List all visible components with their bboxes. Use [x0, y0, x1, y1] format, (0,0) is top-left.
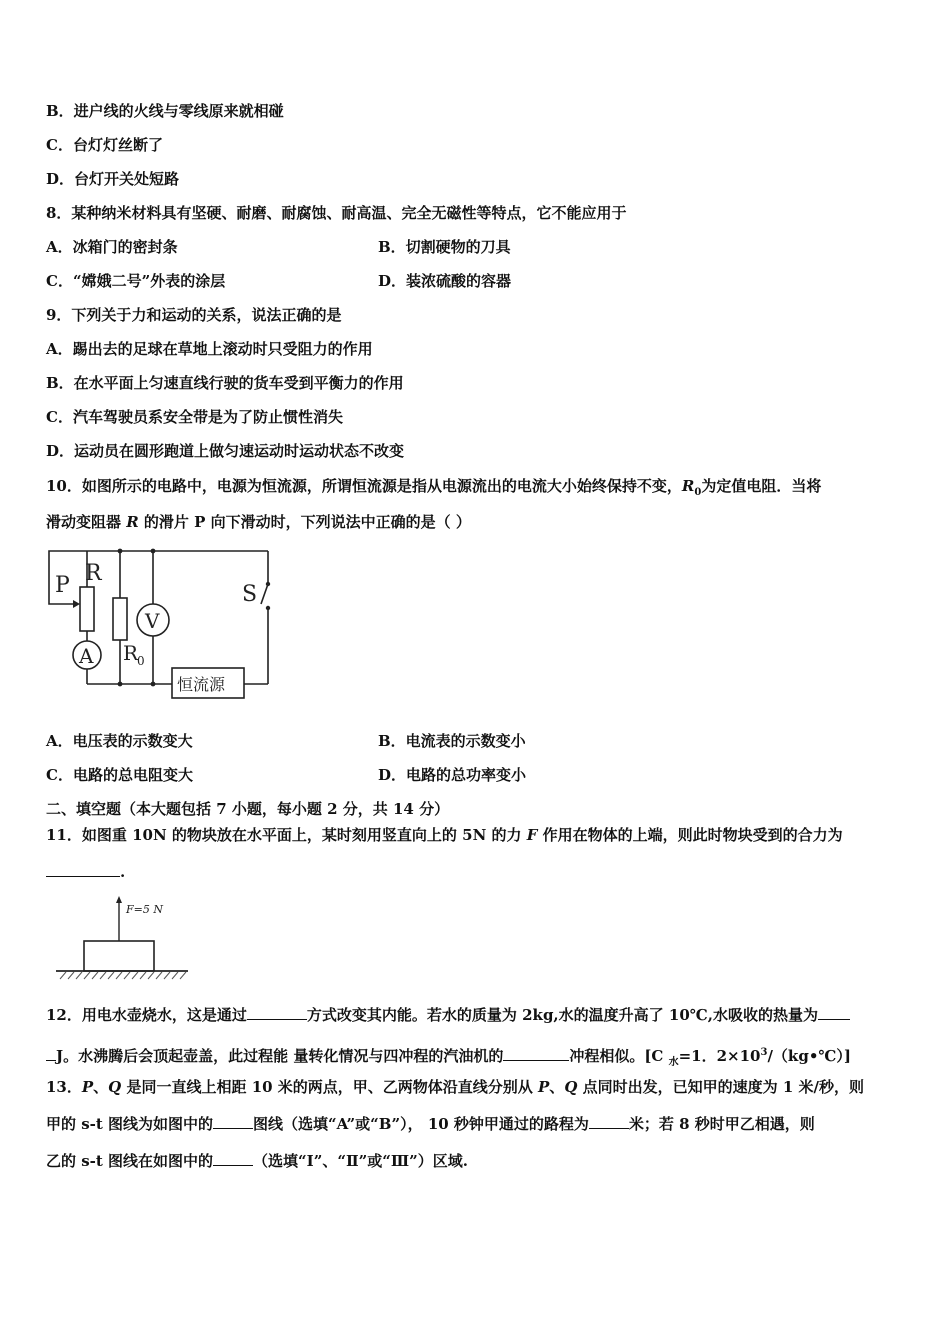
answer-blank[interactable] — [46, 1046, 56, 1061]
q10-option-b: B．电流表的示数变小 — [378, 732, 526, 750]
q12-part: 冲程相似。[C — [569, 1047, 669, 1065]
q13-part: 乙的 s-t 图线在如图中的 — [46, 1152, 214, 1170]
q11-answer-line — [46, 862, 125, 882]
q9-option-a: A．踢出去的足球在草地上滚动时只受阻力的作用 — [46, 340, 373, 358]
force-label: F=5 N — [126, 903, 163, 916]
q12-part: /（kg•℃）] — [767, 1047, 851, 1065]
r0-symbol: R — [681, 477, 695, 495]
q13-part: 是同一直线上相距 10 米的两点，甲、乙两物体沿直线分别从 — [121, 1078, 539, 1096]
q13-line1 — [46, 1077, 864, 1097]
q9-option-c: C．汽车驾驶员系安全带是为了防止惯性消失 — [46, 408, 343, 426]
q13-part: 点同时出发，已知甲的速度为 1 米/秒，则 — [577, 1078, 864, 1096]
label-p: P — [55, 573, 70, 598]
q12-line1 — [46, 1005, 850, 1025]
circuit-diagram — [40, 542, 280, 702]
q8-option-b: B．切割硬物的刀具 — [378, 238, 511, 256]
q13-part: 13． — [46, 1078, 82, 1096]
point-p: P — [81, 1078, 94, 1096]
q13-part: 米；若 8 秒时甲乙相遇，则 — [628, 1115, 815, 1133]
label-a: A — [79, 644, 94, 668]
q12-part: 方式改变其内能。若水的质量为 2kg,水的温度升高了 10℃,水吸收的热量为 — [306, 1006, 818, 1024]
label-r0: R — [123, 641, 139, 665]
force-symbol: F — [526, 826, 538, 844]
q7-option-c: C．台灯灯丝断了 — [46, 136, 163, 154]
q11-stem-part: 11．如图重 10N 的物块放在水平面上，某时刻用竖直向上的 5N 的力 — [46, 826, 527, 844]
q11-stem-part: 作用在物体的上端，则此时物块受到的合力为 — [537, 826, 843, 844]
block — [84, 941, 154, 971]
q10-stem-part: 为定值电阻．当将 — [701, 477, 822, 495]
force-arrow-icon — [116, 896, 122, 903]
q10-stem-line1 — [46, 476, 821, 503]
answer-blank[interactable] — [247, 1005, 307, 1020]
q7-option-d: D．台灯开关处短路 — [46, 170, 180, 188]
label-source: 恒流源 — [177, 675, 226, 694]
q7-option-b: B．进户线的火线与零线原来就相碰 — [46, 102, 284, 120]
label-r0-sub: 0 — [137, 654, 145, 668]
junction-icon — [151, 682, 156, 687]
q10-option-d: D．电路的总功率变小 — [378, 766, 527, 784]
q11-period: . — [120, 863, 126, 881]
q13-part: 、 — [549, 1078, 565, 1096]
section-heading: 二、填空题（本大题包括 7 小题，每小题 2 分，共 14 分） — [46, 800, 450, 818]
q12-line2 — [46, 1043, 851, 1073]
answer-blank[interactable] — [213, 1114, 253, 1129]
q13-part: 图线（选填“A”或“B”）， 10 秒钟甲通过的路程为 — [253, 1115, 589, 1133]
q8-option-c: C．“嫦娥二号”外表的涂层 — [46, 272, 226, 290]
q11-stem — [46, 825, 843, 845]
answer-blank[interactable] — [589, 1114, 629, 1129]
block-force-diagram — [46, 893, 198, 983]
point-q: Q — [108, 1078, 122, 1096]
q13-part: 甲的 s-t 图线为如图中的 — [46, 1115, 214, 1133]
switch-contact-icon — [266, 582, 270, 586]
q12-part: J。水沸腾后会顶起壶盖，此过程能 量转化情况与四冲程的汽油机的 — [56, 1047, 504, 1065]
junction-icon — [151, 549, 156, 554]
q10-stem-part: 10．如图所示的电路中，电源为恒流源，所谓恒流源是指从电源流出的电流大小始终保持不变， — [46, 477, 682, 495]
q10-stem-line2 — [46, 512, 471, 532]
q8-option-a: A．冰箱门的密封条 — [46, 238, 178, 256]
q10-stem-part: 的滑片 P 向下滑动时，下列说法中正确的是（ ） — [138, 513, 471, 531]
label-v: V — [145, 609, 160, 633]
label-s: S — [242, 582, 258, 607]
q10-option-a: A．电压表的示数变大 — [46, 732, 193, 750]
q13-part: 、 — [93, 1078, 109, 1096]
junction-icon — [118, 549, 123, 554]
answer-blank[interactable] — [46, 862, 120, 877]
switch-s — [261, 584, 268, 604]
r-symbol: R — [126, 513, 139, 531]
q10-option-c: C．电路的总电阻变大 — [46, 766, 193, 784]
rheostat-r — [80, 587, 94, 631]
junction-icon — [118, 682, 123, 687]
r0-subscript: 0 — [694, 487, 702, 498]
q8-stem: 8．某种纳米材料具有坚硬、耐磨、耐腐蚀、耐高温、完全无磁性等特点，它不能应用于 — [46, 204, 627, 222]
q9-option-b: B．在水平面上匀速直线行驶的货车受到平衡力的作用 — [46, 374, 404, 392]
q9-option-d: D．运动员在圆形跑道上做匀速运动时运动状态不改变 — [46, 442, 405, 460]
water-subscript: 水 — [668, 1057, 679, 1068]
point-q: Q — [564, 1078, 578, 1096]
q9-stem: 9．下列关于力和运动的关系，说法正确的是 — [46, 306, 342, 324]
label-r: R — [85, 561, 102, 586]
q8-option-d: D．装浓硫酸的容器 — [378, 272, 512, 290]
exponent: 3 — [760, 1047, 768, 1058]
resistor-r0 — [113, 598, 127, 640]
q12-part: =1．2×10 — [678, 1047, 761, 1065]
q10-stem-part: 滑动变阻器 — [46, 513, 127, 531]
point-p: P — [538, 1078, 550, 1096]
answer-blank[interactable] — [818, 1005, 850, 1020]
q13-line2 — [46, 1114, 815, 1134]
switch-contact-icon — [266, 606, 270, 610]
answer-blank[interactable] — [503, 1046, 569, 1061]
answer-blank[interactable] — [213, 1151, 253, 1166]
q13-line3 — [46, 1151, 468, 1171]
q13-part: （选填“Ⅰ”、“Ⅱ”或“Ⅲ”）区域. — [253, 1152, 468, 1170]
q12-part: 12．用电水壶烧水，这是通过 — [46, 1006, 247, 1024]
slider-arrow — [73, 600, 80, 608]
